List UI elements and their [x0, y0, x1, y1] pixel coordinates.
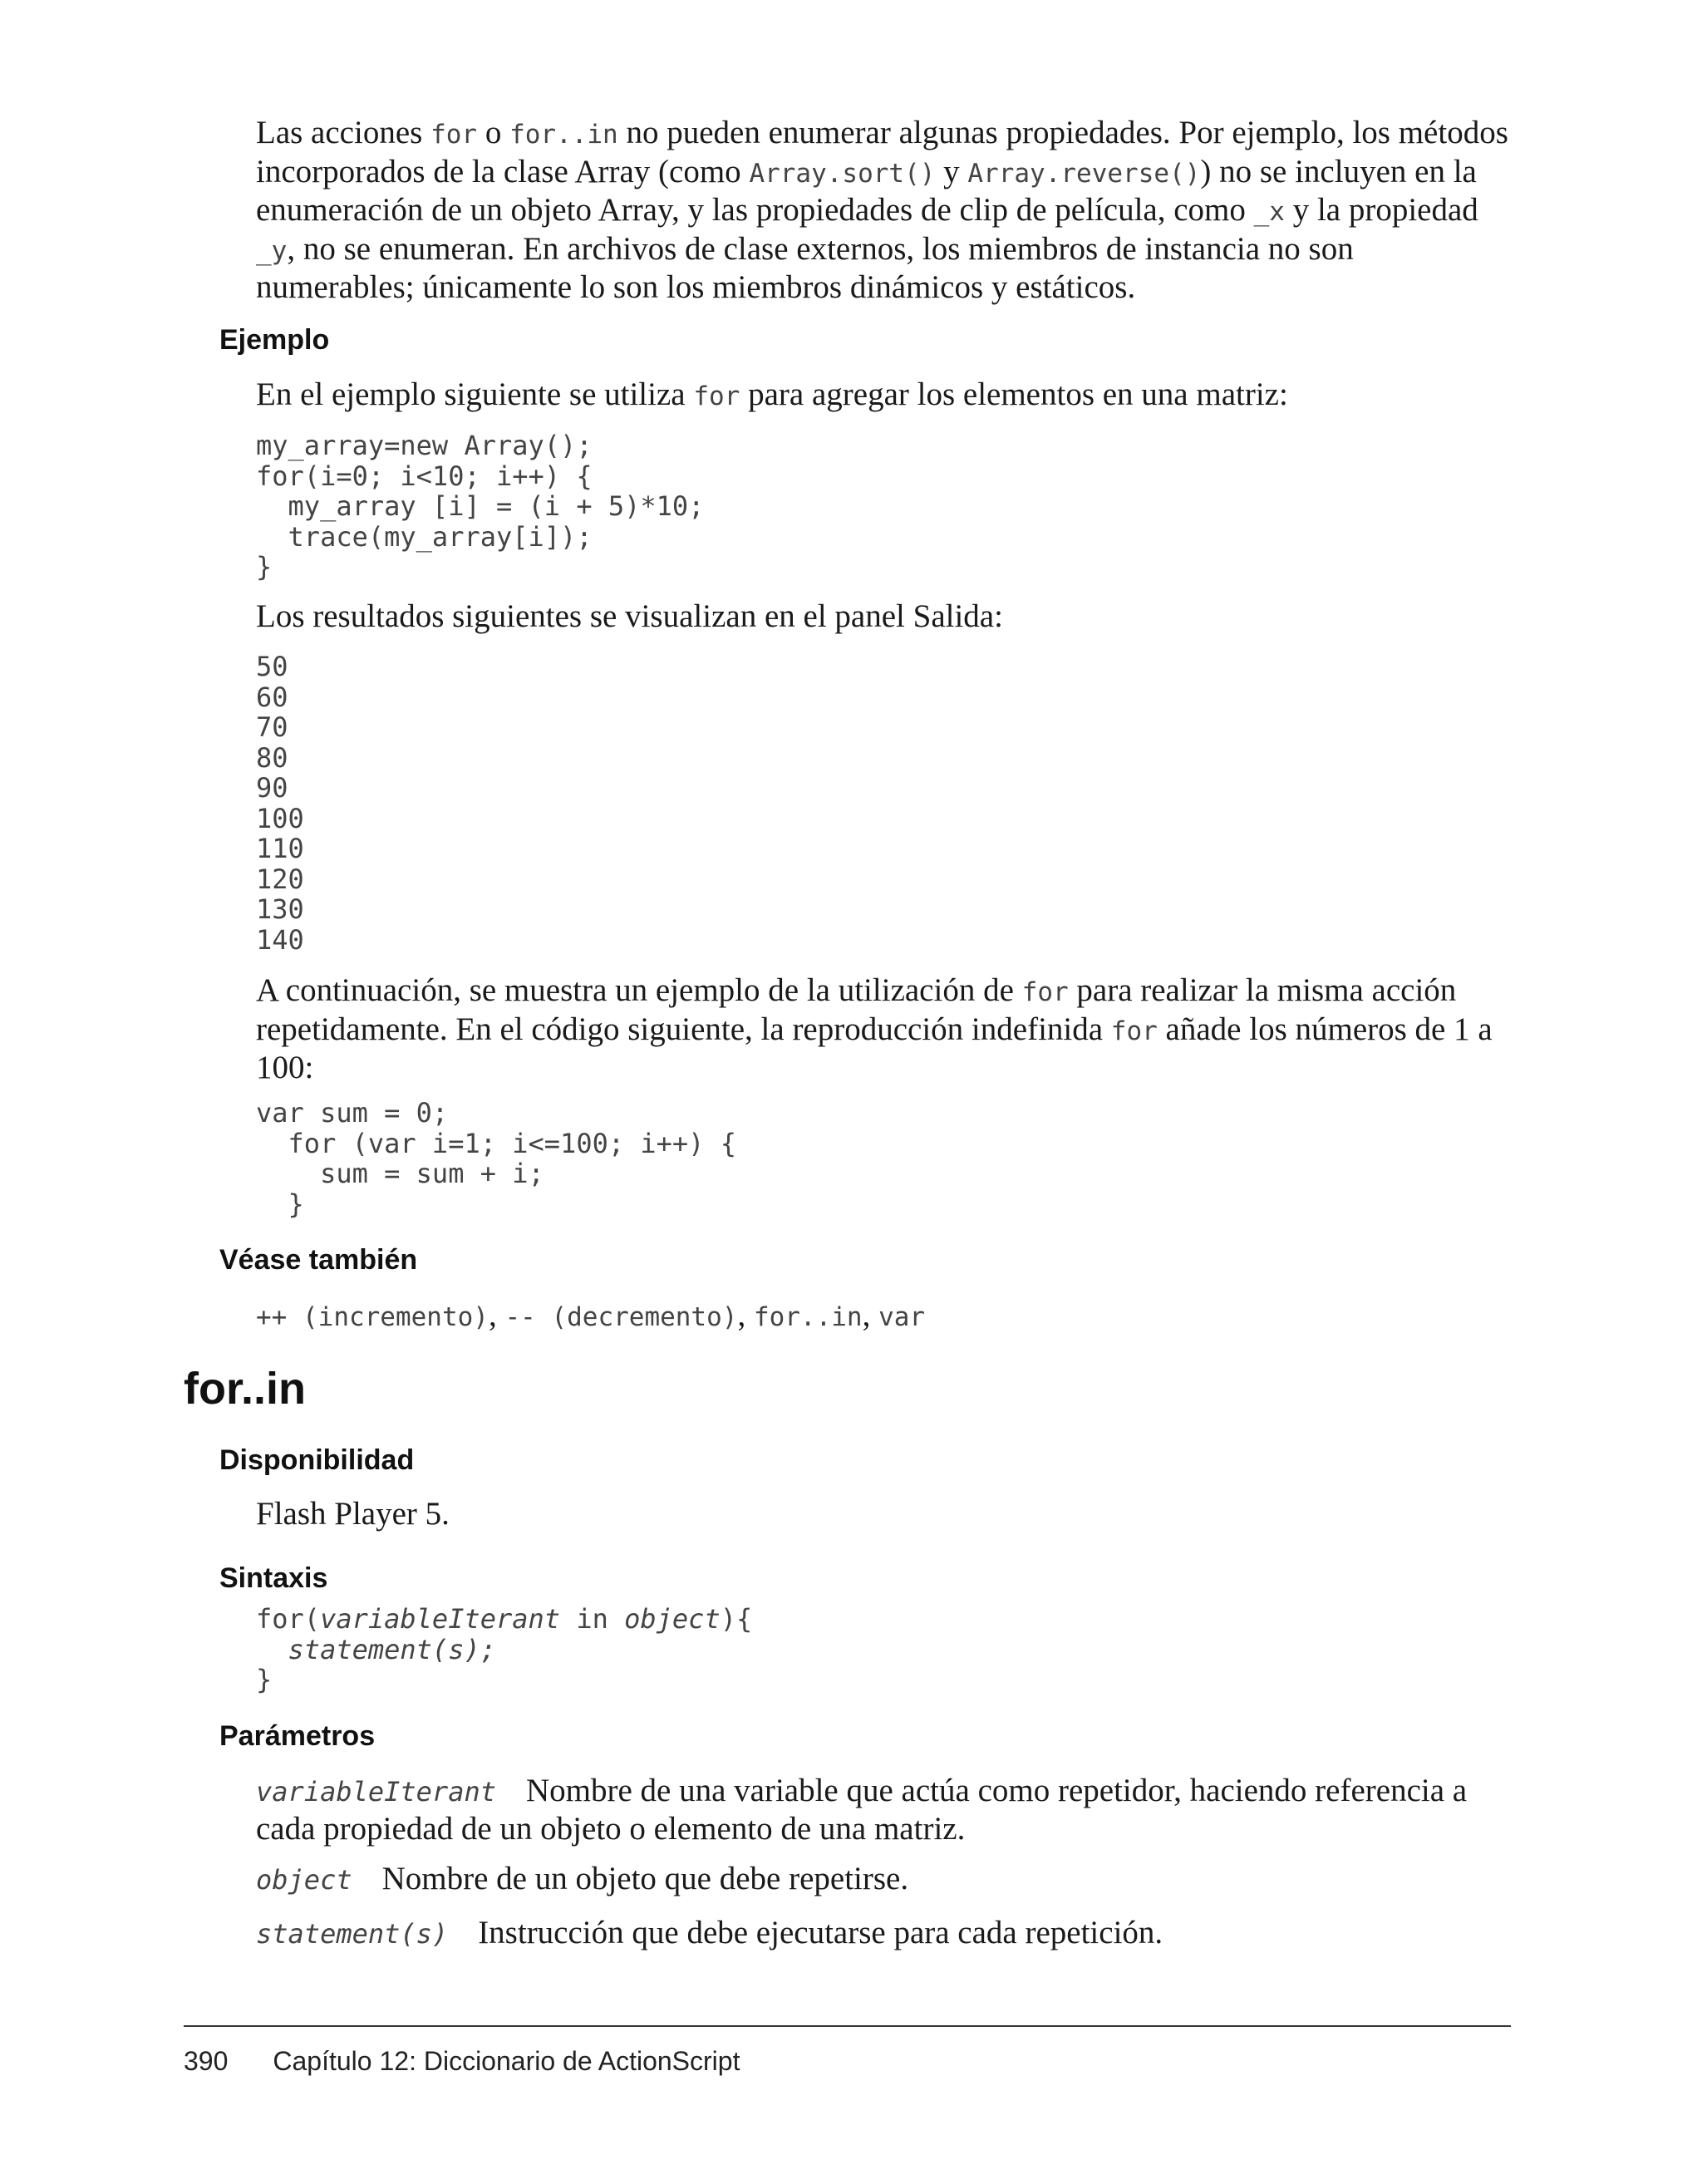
- footer-divider: [184, 2025, 1511, 2027]
- inline-code-for: for: [693, 381, 740, 411]
- code-block-array: my_array=new Array(); for(i=0; i<10; i++) { my_array [i] = (i + 5)*10; trace(my_array[i]); }: [256, 430, 705, 583]
- intro-paragraph: [256, 115, 1511, 306]
- ejemplo-paragraph-3: [256, 972, 1511, 1086]
- syntax-param: object: [624, 1603, 721, 1635]
- syntax-text: for(: [256, 1603, 321, 1635]
- heading-parametros: Parámetros: [219, 1720, 376, 1752]
- syntax-text: in: [560, 1603, 625, 1635]
- inline-code-for: for: [1110, 1016, 1158, 1046]
- page-number: 390: [184, 2046, 229, 2076]
- chapter-title: Capítulo 12: Diccionario de ActionScript: [273, 2046, 740, 2076]
- param-desc: Instrucción que debe ejecutarse para cada repetición.: [478, 1915, 1163, 1950]
- param-name: object: [256, 1864, 352, 1896]
- link-var[interactable]: var: [878, 1302, 926, 1332]
- heading-vease-tambien: Véase también: [219, 1244, 418, 1276]
- separator: ,: [862, 1297, 879, 1333]
- see-also-links: [256, 1297, 1511, 1336]
- param-desc: Nombre de una variable que actúa como repetidor, haciendo referencia a cada propiedad de un objeto o elemento de una matriz.: [256, 1773, 1468, 1847]
- inline-code-x: _x: [1253, 197, 1285, 227]
- separator: ,: [488, 1297, 505, 1333]
- intro-text: y la propiedad: [1284, 192, 1478, 228]
- link-array-reverse[interactable]: Array.reverse(): [967, 158, 1201, 189]
- section-title-forin: for..in: [184, 1364, 306, 1414]
- syntax-block: [256, 1604, 752, 1695]
- link-incremento[interactable]: ++ (incremento): [256, 1302, 489, 1332]
- inline-code-for: for: [430, 120, 478, 150]
- inline-code-forin: for..in: [509, 120, 618, 150]
- paragraph-text: A continuación, se muestra un ejemplo de la utilización de: [256, 972, 1022, 1008]
- param-object: [256, 1861, 1511, 1899]
- param-desc: Nombre de un objeto que debe repetirse.: [381, 1861, 909, 1896]
- link-forin[interactable]: for..in: [753, 1302, 863, 1332]
- paragraph-text: para agregar los elementos en una matriz:: [740, 376, 1288, 412]
- paragraph-text: añade los números de 1 a 100:: [256, 1011, 1493, 1085]
- inline-code-for: for: [1021, 977, 1069, 1007]
- param-name: statement(s): [256, 1918, 449, 1950]
- separator: ,: [737, 1297, 754, 1333]
- ejemplo-paragraph-2: Los resultados siguientes se visualizan en el panel Salida:: [256, 598, 1003, 634]
- intro-text: Las acciones: [256, 115, 431, 150]
- heading-sintaxis: Sintaxis: [219, 1562, 328, 1594]
- disponibilidad-text: Flash Player 5.: [256, 1496, 450, 1532]
- link-array-sort[interactable]: Array.sort(): [749, 158, 936, 189]
- intro-text: , no se enumeran. En archivos de clase externos, los miembros de instancia no son numerables; únicamente lo son los miembros dinámicos y estáticos.: [256, 230, 1354, 305]
- syntax-text: }: [256, 1664, 273, 1695]
- paragraph-text: En el ejemplo siguiente se utiliza: [256, 376, 694, 412]
- heading-disponibilidad: Disponibilidad: [219, 1444, 415, 1476]
- param-variableIterant: [256, 1773, 1511, 1847]
- param-statement: [256, 1915, 1511, 1953]
- code-block-sum: var sum = 0; for (var i=1; i<=100; i++) { sum = sum + i; }: [256, 1097, 736, 1220]
- intro-text: y: [935, 153, 968, 189]
- intro-text: no pueden enumerar algunas propiedades. Por ejemplo, los métodos incorporados de la clase Array (como: [256, 115, 1508, 189]
- inline-code-y: _y: [256, 235, 288, 266]
- intro-text: ) no se incluyen en la enumeración de un objeto Array, y las propiedades de clip de película, como: [256, 153, 1477, 228]
- intro-text: o: [477, 115, 510, 150]
- ejemplo-paragraph-1: [256, 376, 1511, 416]
- paragraph-text: para realizar la misma acción repetidamente. En el código siguiente, la reproducción indefinida: [256, 972, 1457, 1047]
- page-footer: [184, 2046, 740, 2077]
- output-listing: 50 60 70 80 90 100 110 120 130 140: [256, 651, 304, 956]
- syntax-param: statement(s);: [256, 1633, 496, 1665]
- syntax-text: ){: [720, 1603, 753, 1635]
- link-decremento[interactable]: -- (decremento): [504, 1302, 738, 1332]
- heading-ejemplo: Ejemplo: [219, 324, 330, 356]
- param-name: variableIterant: [256, 1776, 496, 1808]
- syntax-param: variableIterant: [320, 1603, 561, 1635]
